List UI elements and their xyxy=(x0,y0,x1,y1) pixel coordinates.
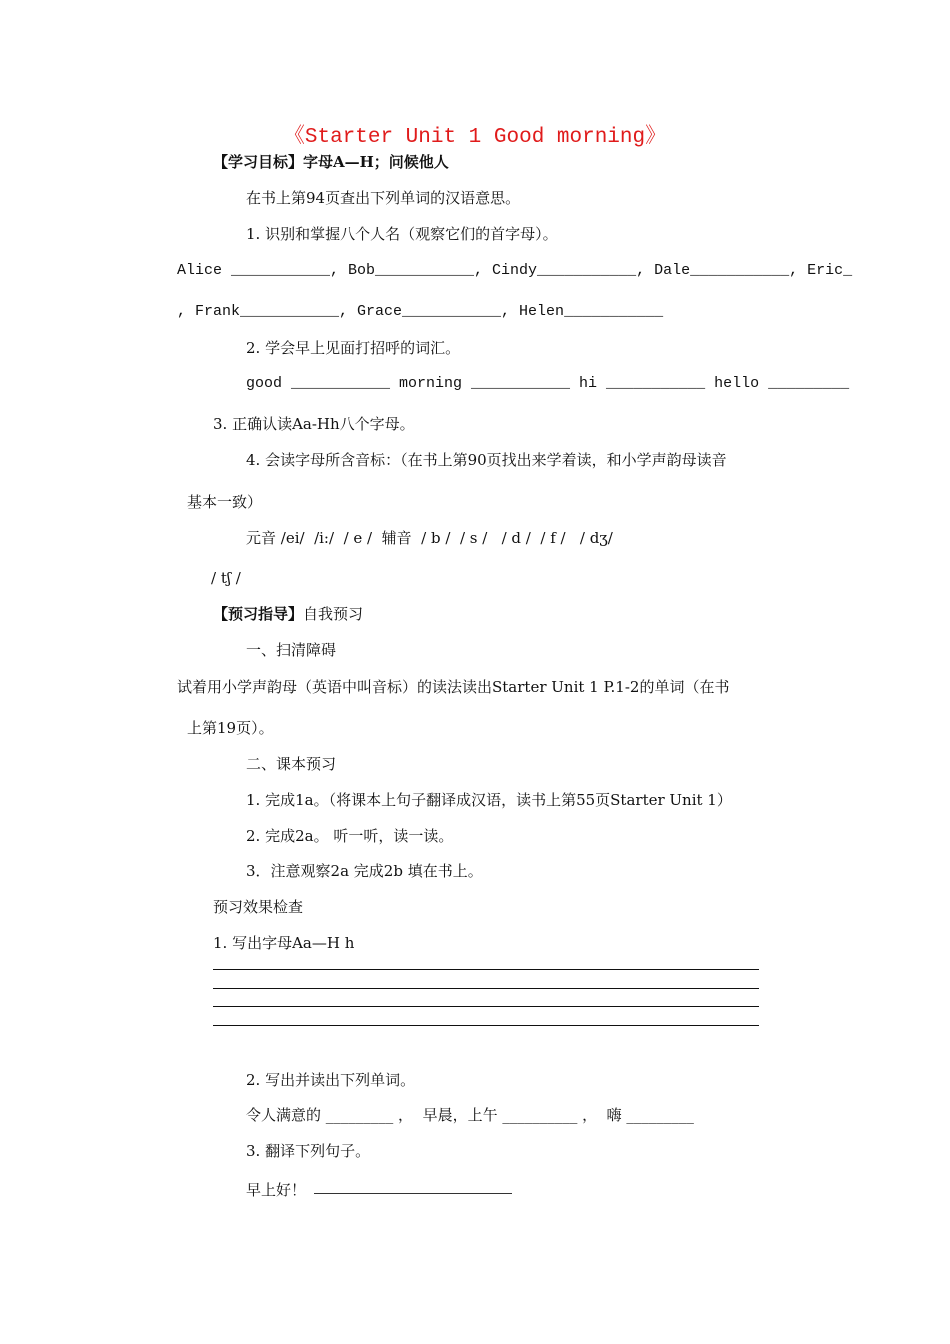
phonetics-line-2: / tʃ / xyxy=(211,569,241,587)
names-line-1: Alice ___________, Bob___________, Cindy___________, Dale___________, Eric_ xyxy=(177,262,853,279)
writing-line[interactable] xyxy=(213,1025,759,1026)
section-1-heading: 一、扫清障碍 xyxy=(246,641,337,659)
objective-item-2: 2. 学会早上见面打招呼的词汇。 xyxy=(246,339,461,357)
section-1-text-line-1: 试着用小学声韵母（英语中叫音标）的读法读出Starter Unit 1 P.1-2的单词（在书 xyxy=(177,678,730,696)
objective-item-4-line-1: 4. 会读字母所含音标：（在书上第90页找出来学着读，和小学声韵母读音 xyxy=(246,451,727,469)
section-2-item-1: 1. 完成1a。（将课本上句子翻译成汉语，读书上第55页Starter Unit 1） xyxy=(246,791,732,809)
section-1-text-line-2: 上第19页）。 xyxy=(187,719,274,737)
check-question-3: 3. 翻译下列句子。 xyxy=(246,1142,371,1160)
translation-answer-line[interactable] xyxy=(314,1193,512,1194)
writing-line[interactable] xyxy=(213,969,759,970)
writing-line[interactable] xyxy=(213,988,759,989)
greetings-line: good ___________ morning ___________ hi ___________ hello _________ xyxy=(246,375,850,392)
check-question-2: 2. 写出并读出下列单词。 xyxy=(246,1071,416,1089)
objective-item-4-line-2: 基本一致） xyxy=(187,493,263,511)
guide-header xyxy=(213,604,363,624)
objective-item-1: 1. 识别和掌握八个人名（观察它们的首字母）。 xyxy=(246,225,558,243)
objectives-header: 【学习目标】字母A—H；问候他人 xyxy=(213,153,449,171)
section-2-item-2: 2. 完成2a。 听一听，读一读。 xyxy=(246,827,454,845)
section-2-item-3: 3．注意观察2a 完成2b 填在书上。 xyxy=(246,862,483,880)
check-question-2-words: 令人满意的 _________ ， 早晨，上午 __________ ， 嗨 _________ xyxy=(246,1106,694,1124)
check-question-1: 1. 写出字母Aa—H h xyxy=(213,934,355,952)
guide-header-rest: 自我预习 xyxy=(303,605,364,623)
objectives-intro: 在书上第94页查出下列单词的汉语意思。 xyxy=(246,189,521,207)
page-title: 《Starter Unit 1 Good morning》 xyxy=(283,126,667,149)
check-header: 预习效果检查 xyxy=(213,898,304,916)
names-line-2: , Frank___________, Grace___________, Helen___________ xyxy=(177,303,664,320)
phonetics-line-1: 元音 /ei/ /i:/ / e / 辅音 / b / / s / / d / / f / / dʒ/ xyxy=(246,529,613,547)
objective-item-3: 3. 正确认读Aa-Hh八个字母。 xyxy=(213,415,415,433)
writing-line[interactable] xyxy=(213,1006,759,1007)
guide-header-bold: 【预习指导】 xyxy=(213,605,304,623)
check-question-3-sentence: 早上好！ xyxy=(246,1181,307,1199)
section-2-heading: 二、课本预习 xyxy=(246,755,337,773)
